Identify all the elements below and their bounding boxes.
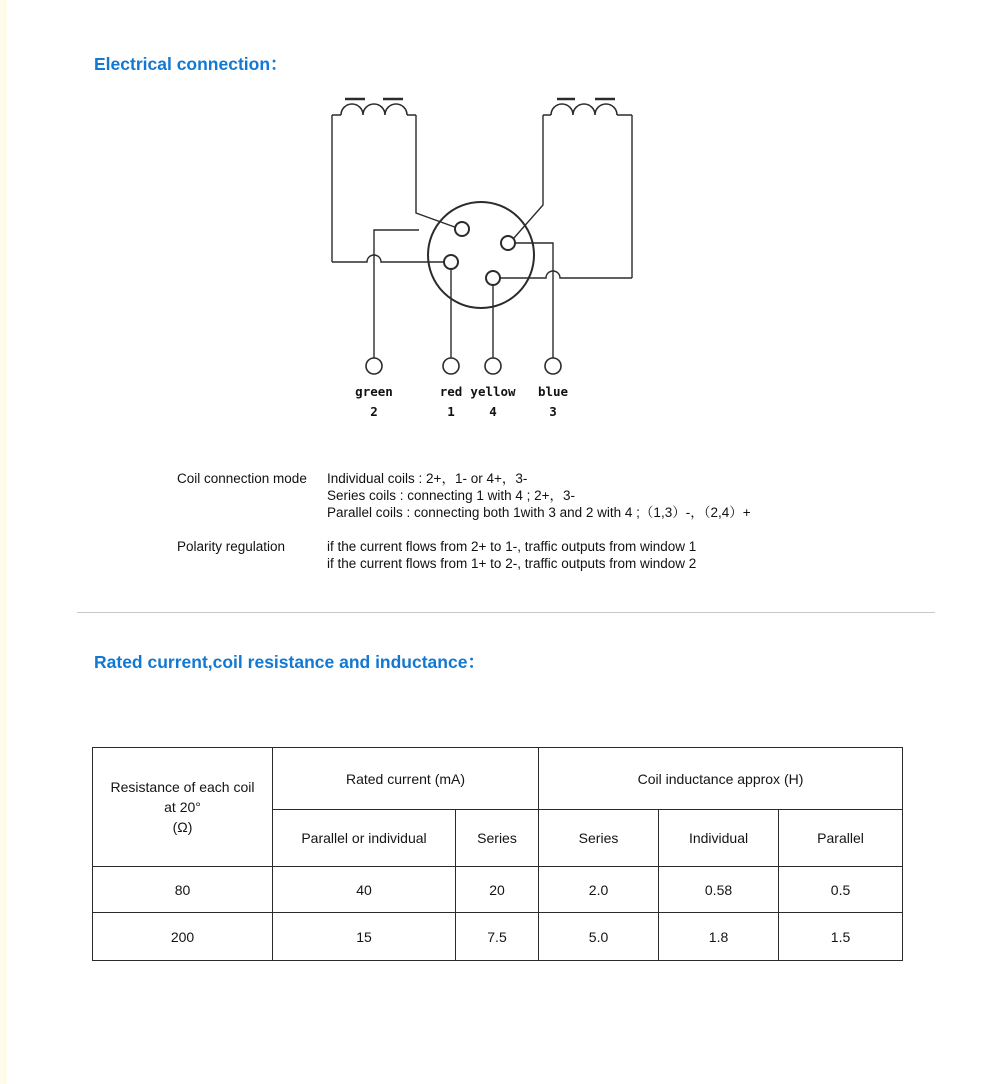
left-coil-wires bbox=[332, 115, 456, 358]
pin-3-icon bbox=[501, 236, 515, 250]
section-heading-electrical: Electrical connection： bbox=[94, 54, 288, 74]
left-coil-symbol bbox=[332, 99, 416, 115]
spec-lines-coil-connection-mode bbox=[327, 470, 751, 522]
section-heading-rated: Rated current,coil resistance and inductance： bbox=[94, 652, 485, 672]
right-coil-wires bbox=[500, 115, 632, 358]
spec-line: if the current flows from 2+ to 1-, traffic outputs from window 1 bbox=[327, 539, 697, 554]
spec-label-polarity-regulation: Polarity regulation bbox=[177, 539, 286, 554]
table-cell: 2.0 bbox=[539, 867, 659, 913]
section-divider bbox=[77, 612, 935, 613]
connector-pins bbox=[444, 222, 515, 285]
table-cell: 15 bbox=[273, 913, 456, 961]
terminal-number-label: 3 bbox=[549, 404, 557, 419]
terminal-number-label: 4 bbox=[489, 404, 497, 419]
connector-circle bbox=[428, 202, 534, 308]
table-row bbox=[93, 867, 903, 913]
terminal-color-label: blue bbox=[537, 384, 569, 399]
table-cell: 80 bbox=[93, 867, 273, 913]
table-cell: 20 bbox=[456, 867, 539, 913]
spec-line: Parallel coils : connecting both 1with 3 and 2 with 4 ;（1,3）-，（2,4）+ bbox=[327, 505, 751, 521]
pin-1-icon bbox=[444, 255, 458, 269]
table-row bbox=[93, 913, 903, 961]
spec-label-coil-connection-mode: Coil connection mode bbox=[177, 471, 307, 486]
wiring-diagram-icon bbox=[0, 0, 986, 430]
spec-line: Series coils : connecting 1 with 4 ; 2+，3- bbox=[327, 488, 575, 504]
table-sub-header: Parallel or individual bbox=[273, 810, 456, 867]
table-sub-header: Individual bbox=[659, 810, 779, 867]
table-group-header-coil-inductance: Coil inductance approx (H) bbox=[539, 748, 903, 810]
terminal-green-icon bbox=[366, 358, 382, 374]
wire-terminals bbox=[366, 358, 561, 374]
spec-lines-polarity-regulation bbox=[327, 538, 696, 572]
table-cell: 0.58 bbox=[659, 867, 779, 913]
spec-line: Individual coils : 2+，1- or 4+，3- bbox=[327, 471, 528, 486]
terminal-red-icon bbox=[443, 358, 459, 374]
table-cell: 0.5 bbox=[779, 867, 903, 913]
table-cell: 5.0 bbox=[539, 913, 659, 961]
pin-2-icon bbox=[455, 222, 469, 236]
pin-4-icon bbox=[486, 271, 500, 285]
table-sub-header: Series bbox=[539, 810, 659, 867]
right-coil-symbol bbox=[543, 99, 632, 115]
table-sub-header: Series bbox=[456, 810, 539, 867]
ratings-table bbox=[92, 747, 903, 961]
terminal-number-label: 2 bbox=[370, 404, 378, 419]
table-cell: 1.5 bbox=[779, 913, 903, 961]
table-header-resistance-line: (Ω) bbox=[172, 819, 193, 835]
terminal-color-label: green bbox=[355, 384, 393, 399]
terminal-blue-icon bbox=[545, 358, 561, 374]
spec-line: if the current flows from 1+ to 2-, traffic outputs from window 2 bbox=[327, 556, 697, 572]
terminal-color-label: yellow bbox=[470, 384, 516, 399]
table-cell: 40 bbox=[273, 867, 456, 913]
terminal-number-label: 1 bbox=[447, 404, 455, 419]
table-header-resistance-line: Resistance of each coil bbox=[110, 779, 255, 795]
terminal-color-label: red bbox=[439, 384, 463, 399]
table-cell: 1.8 bbox=[659, 913, 779, 961]
table-sub-header: Parallel bbox=[779, 810, 903, 867]
table-header-resistance bbox=[93, 748, 273, 867]
terminal-yellow-icon bbox=[485, 358, 501, 374]
table-group-header-rated-current: Rated current (mA) bbox=[273, 748, 539, 810]
table-group-header-row bbox=[93, 748, 903, 810]
table-header-resistance-line: at 20° bbox=[164, 799, 201, 815]
table-cell: 7.5 bbox=[456, 913, 539, 961]
table-cell: 200 bbox=[93, 913, 273, 961]
